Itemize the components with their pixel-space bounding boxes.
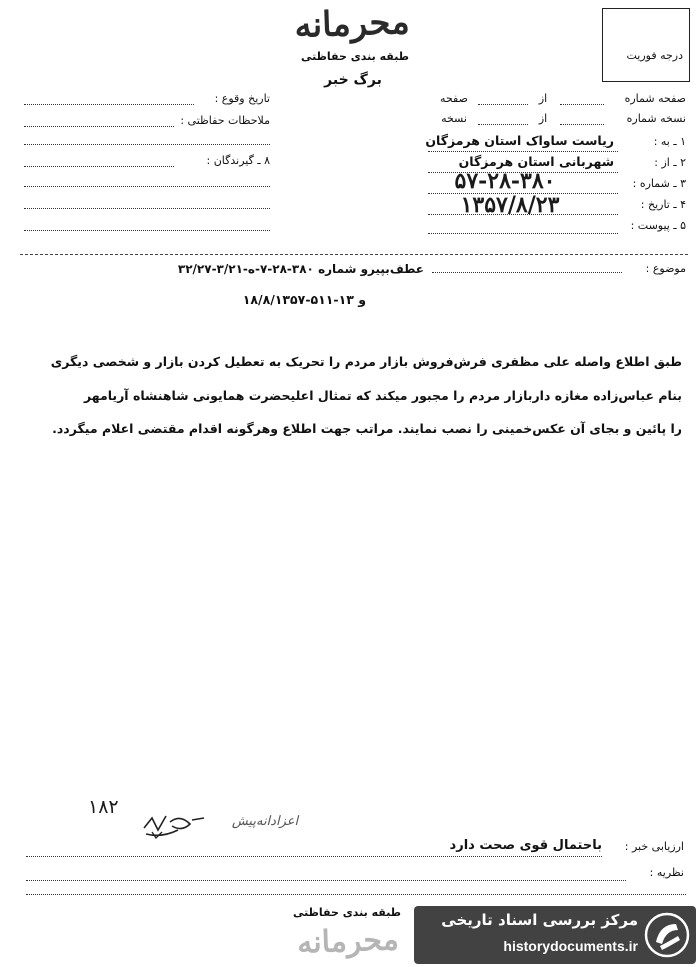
recipients-line <box>24 166 174 167</box>
watermark-title: مرکز بررسی اسناد تاریخی <box>441 911 638 929</box>
opinion-line <box>26 880 626 881</box>
watermark-url: historydocuments.ir <box>503 938 638 954</box>
evaluation-label: ارزیابی خبر : <box>624 840 684 853</box>
from-label: ۲ ـ از : <box>654 156 686 169</box>
to-label: ۱ ـ به : <box>653 135 686 148</box>
classification-label-top: طبقه بندی حفاظتی <box>300 50 410 63</box>
subject-label: موضوع : <box>645 262 686 275</box>
recipients-line-3 <box>24 208 270 209</box>
copy-of-label: از <box>538 112 548 125</box>
notes-line-2 <box>24 144 270 145</box>
copy-word-label: نسخه <box>441 112 467 125</box>
security-notes-label: ملاحظات حفاظتی : <box>180 114 270 127</box>
page-total-line <box>478 104 528 105</box>
date-label: ۴ ـ تاریخ : <box>640 198 686 211</box>
signature-handwriting: اعزادانه‌پیش <box>231 814 299 829</box>
number-label: ۳ ـ شماره : <box>632 177 686 190</box>
occurrence-date-line <box>24 104 194 105</box>
to-value: ریاست ساواک استان هرمزگان <box>425 133 614 148</box>
security-notes-line <box>24 126 174 127</box>
reference-line-2: و ۱۳-۵۱۱-۱۸/۸/۱۳۵۷ <box>242 292 366 307</box>
signature-scribble <box>140 808 210 842</box>
form-title: برگ خبر <box>324 72 382 88</box>
copy-number-label: نسخه شماره <box>626 112 686 125</box>
body-line-2: بنام عباس‌زاده مغازه داربازار مردم را مجبور میکند که تمثال اعلیحضرت همایونی شاهنشاه آریامهر <box>83 388 682 403</box>
date-value: ۱۳۵۷/۸/۲۳ <box>460 192 560 218</box>
confidential-stamp-bottom: محرمانه <box>296 922 400 961</box>
priority-box <box>602 8 690 82</box>
number-value: ۵۷-۲۸-۳۸۰ <box>454 168 556 194</box>
watermark <box>414 906 696 964</box>
to-line <box>428 151 618 152</box>
copy-total-line <box>478 124 528 125</box>
attachment-line <box>428 233 618 234</box>
evaluation-value: باحتمال قوی صحت دارد <box>449 838 602 853</box>
occurrence-date-label: تاریخ وقوع : <box>214 92 270 105</box>
opinion-label: نظریه : <box>649 866 684 879</box>
body-line-3: را پائین و بجای آن عکس‌خمینی را نصب نمایند. مراتب جهت اطلاع وهرگونه اقدام مقتضی اعلام میگردد. <box>52 421 682 436</box>
attachment-label: ۵ ـ پیوست : <box>630 219 686 232</box>
header-separator <box>20 254 688 255</box>
copy-number-line <box>560 124 604 125</box>
classification-label-bottom: طبقه بندی حفاظتی <box>292 906 402 919</box>
archive-logo-icon <box>644 912 690 958</box>
evaluation-line <box>26 856 602 857</box>
subject-line <box>432 272 622 273</box>
page-number-line <box>560 104 604 105</box>
reference-line-1: عطف‌بپیرو شماره ۳۸۰-۲۸-۷-ه-۳/۲۱-۳۲/۲۷ <box>177 262 424 276</box>
signature-number: ۱۸۲ <box>88 796 119 818</box>
opinion-line-2 <box>26 894 686 895</box>
recipients-line-4 <box>24 230 270 231</box>
priority-label: درجه فوریت <box>626 49 683 62</box>
confidential-stamp-top: محرمانه <box>293 2 411 46</box>
page-of-label: از <box>538 92 548 105</box>
recipients-line-2 <box>24 186 270 187</box>
from-value: شهربانی استان هرمزگان <box>458 154 614 169</box>
page-number-label: صفحه شماره <box>624 92 686 105</box>
body-line-1: طبق اطلاع واصله علی مظفری فرش‌فروش بازار مردم را تحریک به تعطیل کردن بازار و شخصی دیگری <box>50 354 682 369</box>
page-word-label: صفحه <box>440 92 468 105</box>
recipients-label: ۸ ـ گیرندگان : <box>206 154 270 167</box>
